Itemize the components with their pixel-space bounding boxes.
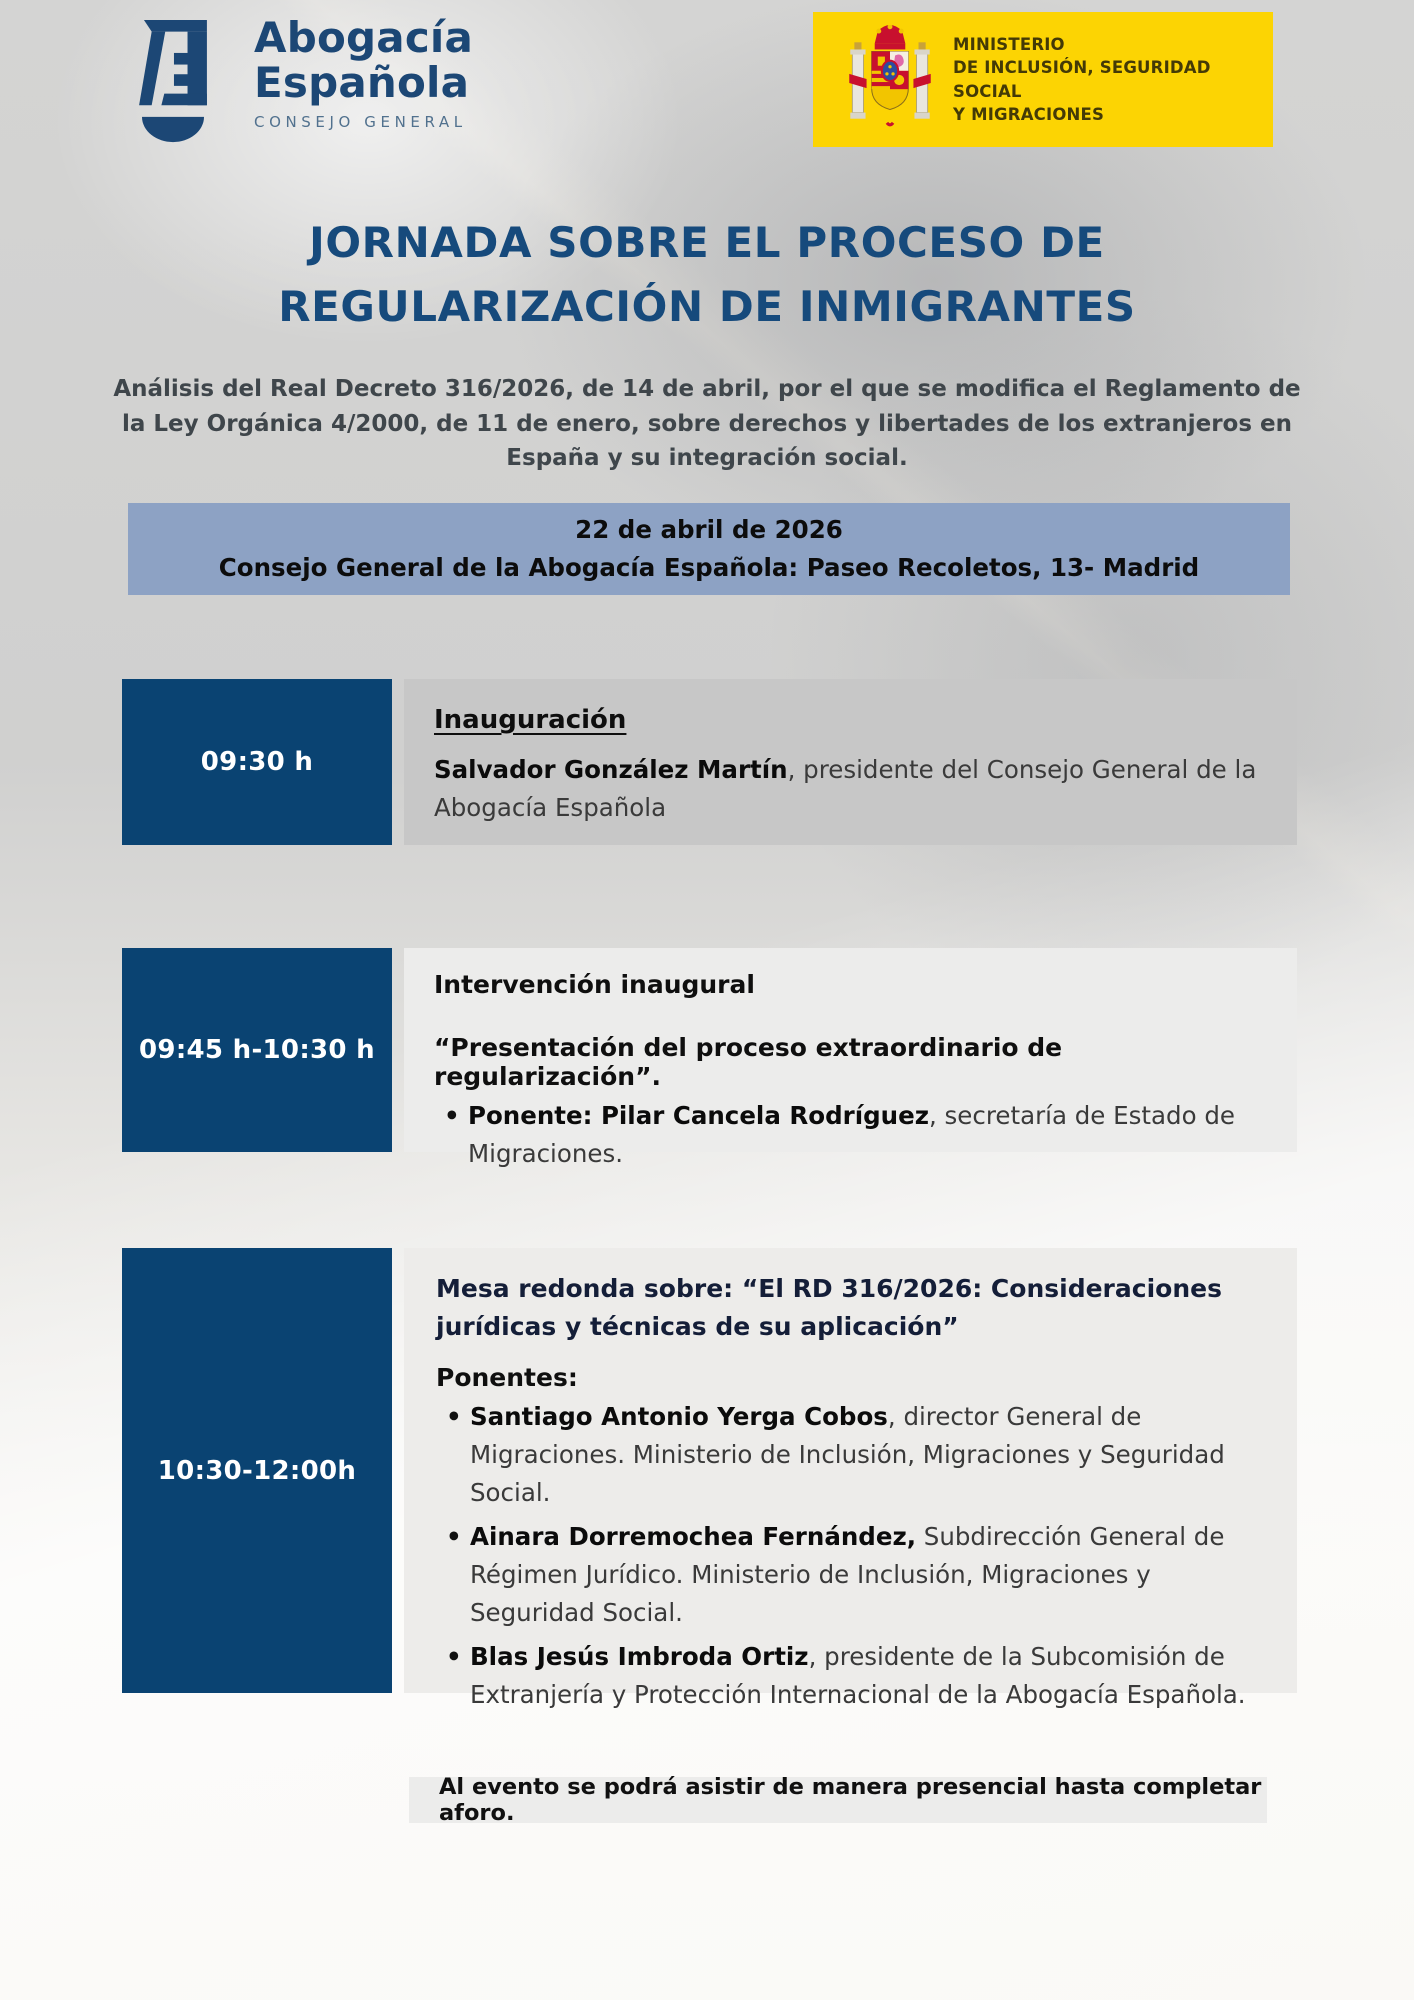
list-item: [436, 1518, 1265, 1632]
spain-coat-of-arms-icon: [847, 25, 933, 135]
page-title-line1: JORNADA SOBRE EL PROCESO DE: [309, 218, 1105, 267]
logo-subtitle: CONSEJO GENERAL: [254, 113, 467, 132]
abogacia-scales-logo-icon: [138, 20, 208, 144]
session3-heading: Mesa redonda sobre: “El RD 316/2026: Consideraciones jurídicas y técnicas de su aplicación”: [436, 1274, 1222, 1341]
logo-title-line1: Abogacía: [254, 13, 474, 62]
speaker-name: Santiago Antonio Yerga Cobos: [470, 1402, 888, 1431]
session2-talk-title: “Presentación del proceso extraordinario de regularización”.: [434, 1033, 1063, 1091]
session2-time: 09:45 h-10:30 h: [122, 948, 392, 1152]
page-title-line2: REGULARIZACIÓN DE INMIGRANTES: [278, 282, 1136, 331]
session1-time: 09:30 h: [122, 679, 392, 845]
speaker-role: , presidente del Consejo General de la Abogacía Española: [434, 755, 1257, 822]
event-date: 22 de abril de 2026: [575, 514, 843, 544]
session3-ponentes-label: Ponentes:: [436, 1363, 578, 1392]
ministry-line2: DE INCLUSIÓN, SEGURIDAD SOCIAL: [953, 58, 1211, 101]
list-item: [436, 1638, 1265, 1714]
session1-speaker: [434, 751, 1267, 827]
session1-heading: Inauguración: [434, 705, 627, 735]
session2-heading: Intervención inaugural: [434, 970, 755, 999]
speaker-role: Subdirección General de Régimen Jurídico. Ministerio de Inclusión, Migraciones y Seguridad Social.: [470, 1521, 1225, 1627]
ministry-banner: [813, 12, 1273, 147]
list-item: [434, 1097, 1267, 1173]
speaker-role: , secretaría de Estado de Migraciones.: [468, 1101, 1235, 1168]
ministry-line1: MINISTERIO: [953, 35, 1065, 55]
event-venue: Consejo General de la Abogacía Española: Paseo Recoletos, 13- Madrid: [218, 552, 1200, 582]
abogacia-logo: [254, 13, 474, 132]
capacity-note: Al evento se podrá asistir de manera presencial hasta completar aforo.: [409, 1777, 1267, 1823]
session1-content: [404, 679, 1297, 845]
speaker-name: Salvador González Martín: [434, 755, 788, 784]
session3-time: 10:30-12:00h: [122, 1248, 392, 1693]
ministry-line3: Y MIGRACIONES: [953, 104, 1105, 124]
event-date-banner: [128, 503, 1290, 595]
session3-content: [404, 1248, 1297, 1709]
speaker-role: , director General de Migraciones. Ministerio de Inclusión, Migraciones y Seguridad Social.: [470, 1402, 1225, 1507]
session2-speaker-list: [434, 1097, 1267, 1173]
ministry-name: [953, 33, 1273, 125]
session3-speaker-list: [436, 1398, 1265, 1714]
list-item: [436, 1398, 1265, 1512]
speaker-name: Ponente: Pilar Cancela Rodríguez: [468, 1101, 929, 1130]
session2-content: [404, 948, 1297, 1168]
speaker-role: , presidente de la Subcomisión de Extranjería y Protección Internacional de la Abogacía Española.: [470, 1641, 1246, 1709]
logo-title-line2: Española: [254, 57, 470, 107]
event-description: Análisis del Real Decreto 316/2026, de 14 de abril, por el que se modifica el Reglamento de la Ley Orgánica 4/2000, de 11 de enero, sobre derechos y libertades de los extranjeros en España y su integración social.: [113, 376, 1301, 471]
speaker-name: Ainara Dorremochea Fernández,: [470, 1521, 917, 1551]
speaker-name: Blas Jesús Imbroda Ortiz: [470, 1641, 809, 1671]
